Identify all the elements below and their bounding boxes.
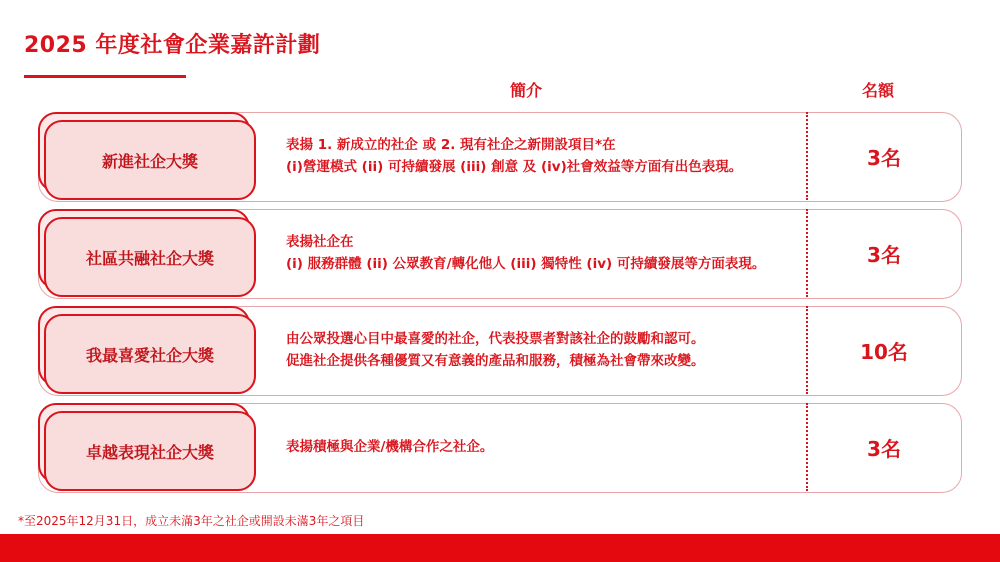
- award-row-excellence: [38, 403, 962, 493]
- award-row-new-se: [38, 112, 962, 202]
- award-name-card: 社區共融社企大獎: [44, 217, 256, 297]
- award-name-card: 我最喜愛社企大獎: [44, 314, 256, 394]
- award-quota: 3名: [867, 145, 901, 170]
- footnote: *至2025年12月31日，成立未滿3年之社企或開設未滿3年之項目: [18, 514, 365, 528]
- award-description-line: 表揚社企在: [286, 234, 354, 250]
- page-title: 2025 年度社會企業嘉許計劃: [24, 33, 321, 58]
- award-description-line: (i)營運模式 (ii) 可持續發展 (iii) 創意 及 (iv)社會效益等方面有出色表現。: [286, 159, 743, 175]
- award-row-favourite: [38, 306, 962, 396]
- award-description-line: 表揚 1. 新成立的社企 或 2. 現有社企之新開設項目*在: [286, 137, 616, 153]
- award-description: [286, 209, 796, 297]
- award-name-card: 新進社企大獎: [44, 120, 256, 200]
- award-quota: 3名: [867, 242, 901, 267]
- award-description-line: 表揚積極與企業/機構合作之社企。: [286, 439, 494, 455]
- award-description-line: 促進社企提供各種優質又有意義的產品和服務，積極為社會帶來改變。: [286, 353, 705, 369]
- award-description: [286, 306, 796, 394]
- award-description: [286, 112, 796, 200]
- award-name-card: 卓越表現社企大獎: [44, 411, 256, 491]
- title-underline: [24, 75, 186, 78]
- award-description-line: (i) 服務群體 (ii) 公眾教育/轉化他人 (iii) 獨特性 (iv) 可持續發展等方面表現。: [286, 256, 766, 272]
- column-header-count: 名額: [862, 81, 895, 100]
- award-description: [286, 403, 796, 491]
- award-quota: 3名: [867, 436, 901, 461]
- bottom-accent-bar: [0, 534, 1000, 562]
- award-quota: 10名: [860, 339, 908, 364]
- award-description-line: 由公眾投選心目中最喜愛的社企，代表投票者對該社企的鼓勵和認可。: [286, 331, 705, 347]
- column-header-intro: 簡介: [510, 81, 543, 100]
- award-row-community: [38, 209, 962, 299]
